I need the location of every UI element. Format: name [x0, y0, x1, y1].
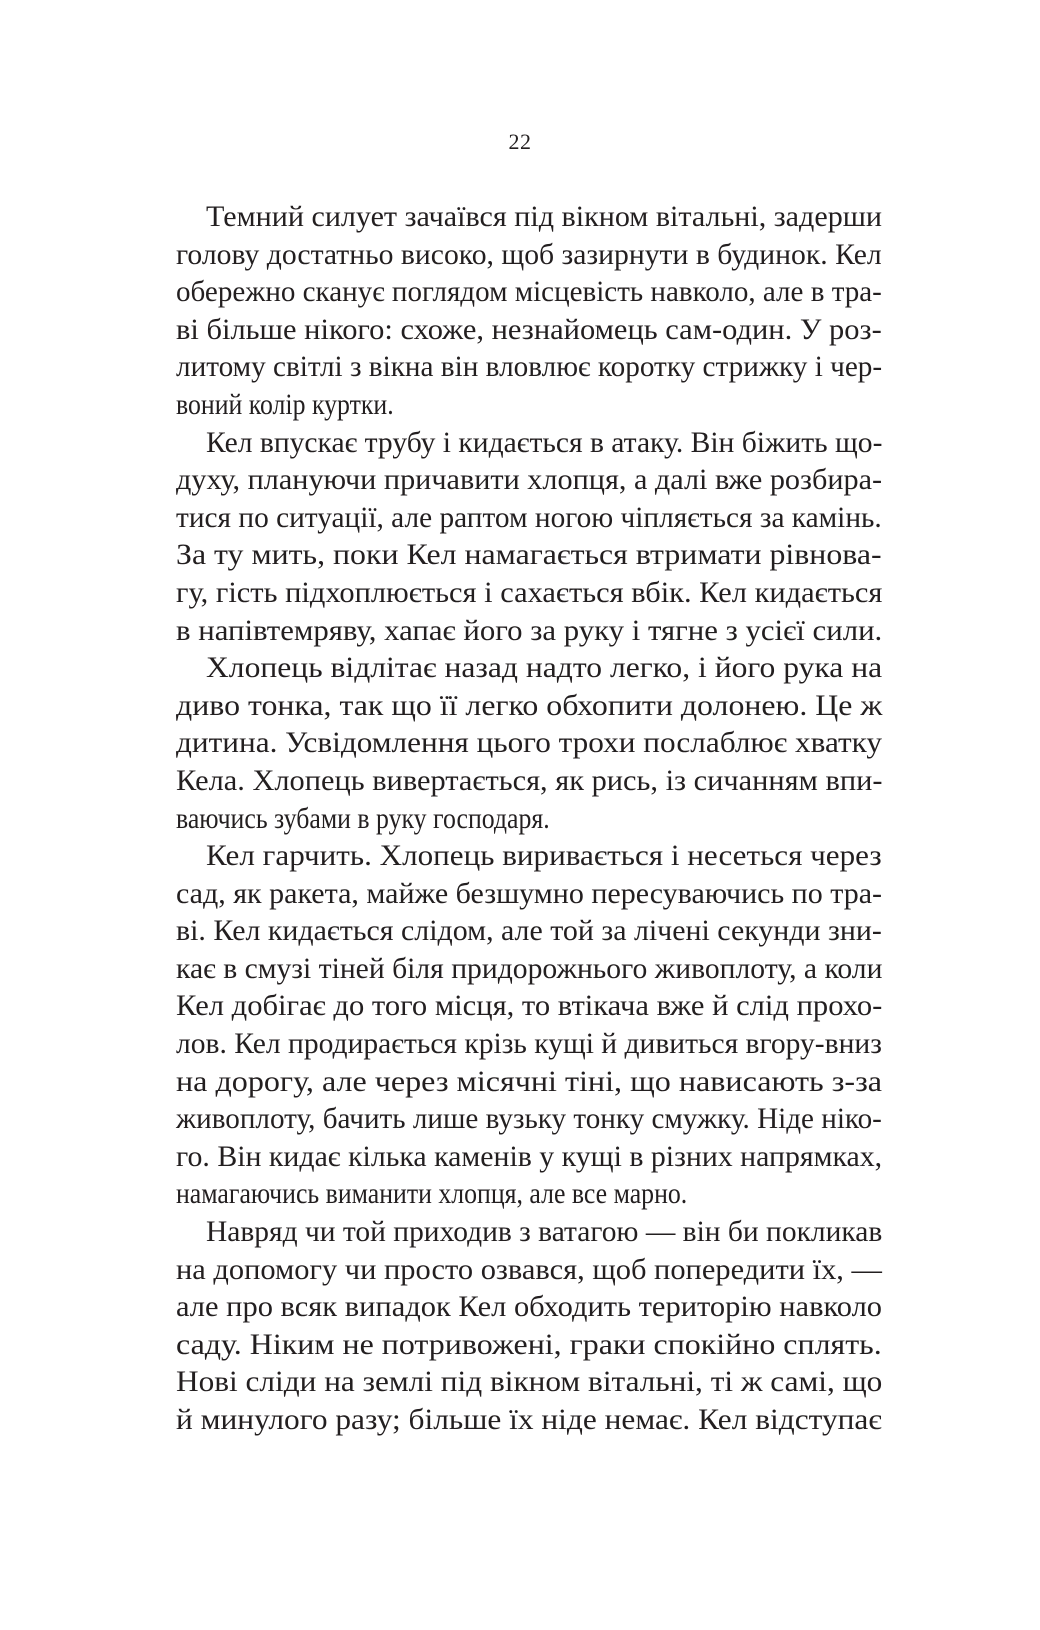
text-line: диво тонка, так що її легко обхопити долонею. Це ж	[176, 688, 883, 722]
text-line: Кел впускає трубу і кидається в атаку. Він біжить що-	[206, 425, 883, 459]
text-line: й минулого разу; більше їх ніде немає. Кел відступає	[176, 1403, 882, 1436]
text-line: воний колір куртки.	[176, 387, 394, 421]
text-line: в напівтемряву, хапає його за руку і тягне з усієї сили.	[176, 613, 883, 647]
text-line: Кела. Хлопець вивертається, як рись, із сичанням впи-	[176, 763, 883, 797]
paragraph	[176, 1213, 882, 1439]
text-line: литому світлі з вікна він вловлює коротку стрижку і чер-	[176, 350, 883, 384]
text-line: За ту мить, поки Кел намагається втримати рівнова-	[176, 538, 882, 572]
text-line: сад, як ракета, майже безшумно пересуваючись по тра-	[176, 876, 883, 910]
text-line: обережно сканує поглядом місцевість навколо, але в тра-	[176, 275, 882, 309]
text-line: на дорогу, але через місячні тіні, що нависають з-за	[176, 1064, 883, 1098]
text-line: ві. Кел кидається слідом, але той за лічені секунди зни-	[176, 914, 882, 948]
text-line: Хлопець відлітає назад надто легко, і його рука на	[206, 651, 883, 685]
text-line: але про всяк випадок Кел обходить територію навколо	[176, 1290, 883, 1324]
text-line: на допомогу чи просто озвався, щоб попередити їх, —	[176, 1252, 882, 1286]
text-line: ві більше нікого: схоже, незнайомець сам-один. У роз-	[176, 312, 882, 346]
text-line: Нові сліди на землі під вікном вітальні, ті ж самі, що	[176, 1365, 883, 1399]
text-line: голову достатньо високо, щоб зазирнути в будинок. Кел	[176, 237, 882, 271]
text-line: духу, плануючи причавити хлопця, а далі вже розбира-	[176, 463, 883, 497]
text-line: намагаючись виманити хлопця, але все марно.	[176, 1177, 688, 1211]
body-text	[176, 198, 882, 1439]
paragraph	[176, 198, 882, 424]
text-line: гу, гість підхоплюється і сахається вбік. Кел кидається	[176, 575, 883, 609]
text-line: живоплоту, бачить лише вузьку тонку смужку. Ніде ніко-	[176, 1102, 882, 1136]
text-line: саду. Ніким не потривожені, граки спокійно сплять.	[176, 1327, 882, 1361]
text-line: кає в смузі тіней біля придорожнього живоплоту, а коли	[176, 951, 883, 985]
text-line: ваючись зубами в руку господаря.	[176, 801, 550, 835]
text-line: тися по ситуації, але раптом ногою чіпляється за камінь.	[176, 500, 882, 534]
text-line: Кел гарчить. Хлопець виривається і несеться через	[206, 839, 882, 873]
text-line: лов. Кел продирається крізь кущі й дивиться вгору-вниз	[176, 1027, 882, 1061]
text-line: Кел добігає до того місця, то втікача вже й слід прохо-	[176, 989, 883, 1023]
paragraph	[176, 424, 882, 650]
text-line: дитина. Усвідомлення цього трохи послаблює хватку	[176, 726, 883, 760]
page-number: 22	[508, 129, 532, 154]
paragraph	[176, 649, 882, 837]
paragraph	[176, 837, 882, 1213]
text-line: Темний силует зачаївся під вікном вітальні, задерши	[206, 200, 883, 233]
text-line: го. Він кидає кілька каменів у кущі в різних напрямках,	[176, 1139, 883, 1173]
text-line: Навряд чи той приходив з ватагою — він би покликав	[206, 1215, 883, 1249]
